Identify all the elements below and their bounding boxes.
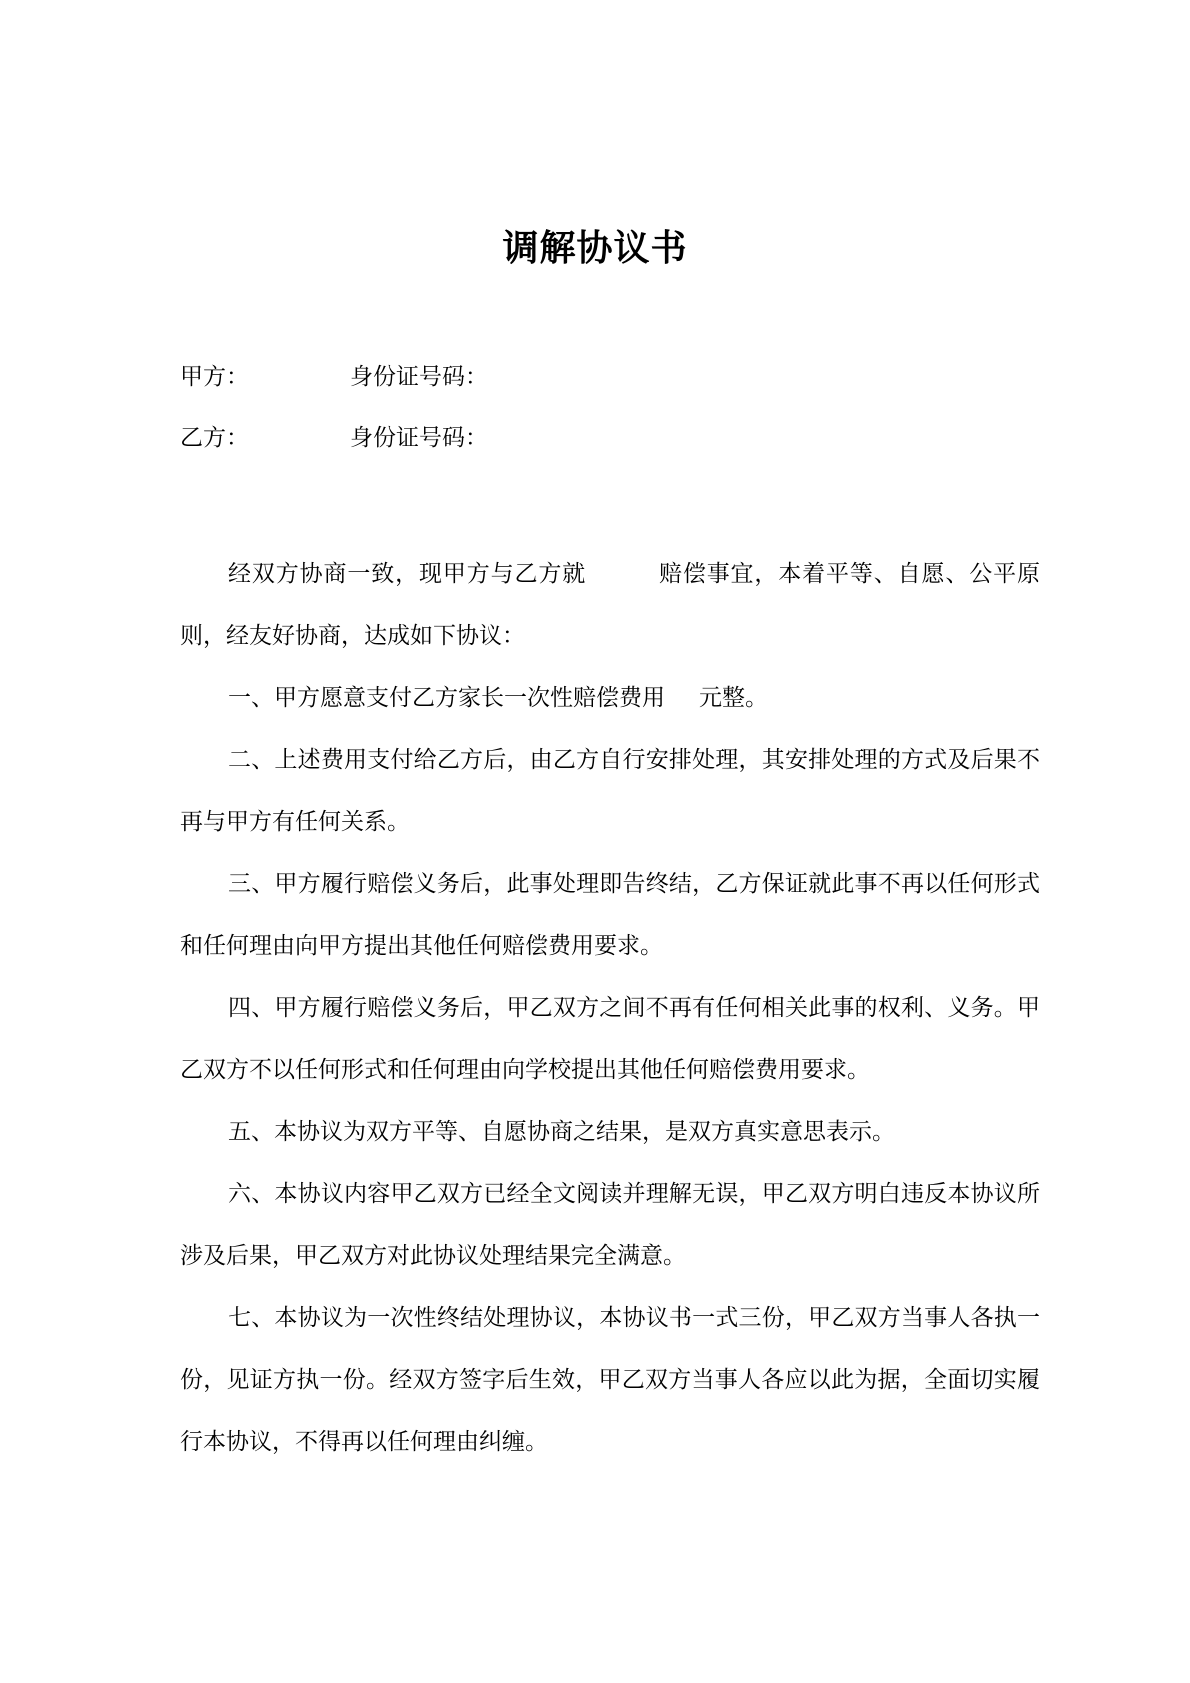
party-b-line bbox=[180, 421, 488, 455]
agreement-body bbox=[180, 543, 1040, 1473]
clause-1 bbox=[180, 667, 1040, 729]
clause-2: 二、上述费用支付给乙方后，由乙方自行安排处理，其安排处理的方式及后果不再与甲方有任何关系。 bbox=[180, 747, 1040, 835]
intro-paragraph bbox=[180, 543, 1040, 667]
document-title: 调解协议书 bbox=[502, 228, 688, 269]
clause-5: 五、本协议为双方平等、自愿协商之结果，是双方真实意思表示。 bbox=[228, 1119, 895, 1145]
clause-3: 三、甲方履行赔偿义务后，此事处理即告终结，乙方保证就此事不再以任何形式和任何理由向甲方提出其他任何赔偿费用要求。 bbox=[180, 871, 1040, 959]
clause-7: 七、本协议为一次性终结处理协议，本协议书一式三份，甲乙双方当事人各执一份，见证方执一份。经双方签字后生效，甲乙双方当事人各应以此为据，全面切实履行本协议，不得再以任何理由纠缠。 bbox=[180, 1305, 1040, 1455]
clause-4: 四、甲方履行赔偿义务后，甲乙双方之间不再有任何相关此事的权利、义务。甲乙双方不以任何形式和任何理由向学校提出其他任何赔偿费用要求。 bbox=[180, 995, 1040, 1083]
intro-part-1: 经双方协商一致，现甲方与乙方就 bbox=[228, 561, 587, 587]
clause-1-part-1: 一、甲方愿意支付乙方家长一次性赔偿费用 bbox=[228, 685, 665, 711]
party-a-line bbox=[180, 360, 488, 394]
party-a-id-label: 身份证号码： bbox=[350, 364, 488, 390]
party-a-label: 甲方： bbox=[180, 364, 249, 390]
party-b-id-label: 身份证号码： bbox=[350, 425, 488, 451]
clause-6: 六、本协议内容甲乙双方已经全文阅读并理解无误，甲乙双方明白违反本协议所涉及后果，甲乙双方对此协议处理结果完全满意。 bbox=[180, 1181, 1040, 1269]
party-b-label: 乙方： bbox=[180, 425, 249, 451]
clause-1-part-2: 元整。 bbox=[699, 685, 768, 711]
intro-part-2: 赔偿事宜，本着平等、自愿、公平原则，经友好协商，达成如下协议： bbox=[180, 561, 1041, 649]
